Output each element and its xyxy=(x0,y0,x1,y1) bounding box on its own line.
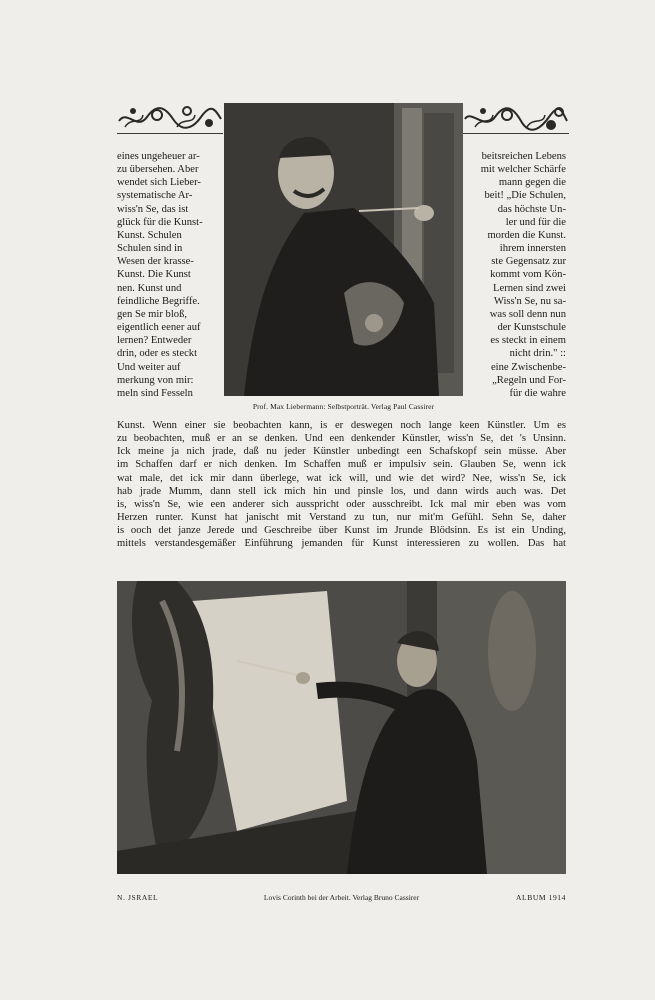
right-column-line: Lernen sind zwei xyxy=(493,282,566,294)
full-width-paragraph xyxy=(117,419,566,551)
right-column-line: kommt vom Kön- xyxy=(490,269,566,281)
left-column-line: zu übersehen. Aber xyxy=(117,164,199,176)
left-column-line: Kunst. Schulen xyxy=(117,229,182,241)
right-column-line: morden die Kunst. xyxy=(487,229,566,241)
left-column-line: gen Se mir bloß, xyxy=(117,308,188,320)
left-column-line: Schulen sind in xyxy=(117,243,183,255)
paragraph-line: Ick meine ja nich jrade, daß nu jeder Künstler unbedingt een Schafskopf sein müsse. Aber xyxy=(117,446,566,458)
left-column-line: eigentlich eener auf xyxy=(117,322,201,334)
paragraph-line: is ooch det janze Jerede und Geschreibe über Kunst im Jrunde Blödsinn. Es ist ein Unding, xyxy=(117,525,566,537)
right-column-line: es steckt in einem xyxy=(490,335,566,347)
left-column-line: Wesen der krasse- xyxy=(117,256,194,268)
paragraph-line: Kunst. Wenn einer sie beobachten kann, is er deswegen noch lange keen Künstler. Um es xyxy=(117,420,566,431)
right-column-line: was soll denn nun xyxy=(489,308,566,320)
right-column-line: ler und für die xyxy=(505,216,566,228)
left-column-line: drin, oder es steckt xyxy=(117,348,198,360)
paragraph-line: mittels verstandesgemäßer Einführung jemanden für Kunst interessieren zu wollen. Das hat xyxy=(117,538,566,550)
paragraph-line: is, wiss'n Se, wie een anderer sich ausspricht oder ausschreibt. Ick mal mir eben was vom xyxy=(117,498,566,510)
left-column-line: wendet sich Lieber- xyxy=(117,177,201,189)
right-column-line: nicht drin." :: xyxy=(509,348,566,360)
paragraph-line: Herzen runter. Kunst hat janischt mit Verstand zu tun, nur mit'm Gefühl. Sehn Se, daher xyxy=(117,512,566,524)
portrait-photo xyxy=(224,103,463,396)
right-column-line: „Regeln und For- xyxy=(492,374,566,386)
right-column-line: beitsreichen Lebens xyxy=(481,151,566,162)
right-column-line: das höchste Un- xyxy=(497,203,566,215)
left-column-line: glück für die Kunst- xyxy=(117,216,203,228)
left-column-line: wiss'n Se, das ist xyxy=(117,203,189,215)
paragraph-line: zu beobachten, muß er an se denken. Und een denkender Künstler, wiss'n Se, det 's Unsinn. xyxy=(117,433,566,445)
left-column-line: feindliche Begriffe. xyxy=(117,295,200,307)
studio-photo xyxy=(117,581,566,874)
right-column-line: mit welcher Schärfe xyxy=(480,164,566,176)
right-column-line: für die wahre xyxy=(509,387,566,399)
paragraph-line: im Schaffen darf er nich denken. Im Schaffen muß er impulsiv sein. Glauben Se, wenn ick xyxy=(117,459,566,471)
right-column-line: Wiss'n Se, nu sa- xyxy=(493,295,566,307)
left-column-line: systematische Ar- xyxy=(117,190,193,202)
footer-caption: Lovis Corinth bei der Arbeit. Verlag Bruno Cassirer xyxy=(263,893,420,902)
left-column-line: meln sind Fesseln xyxy=(117,387,193,399)
paragraph-line: hab jrade Mumm, dann stell ick mich hin und pinsle los, und dann wirds auch was. Det xyxy=(117,485,566,497)
right-column-line: eine Zwischenbe- xyxy=(490,361,566,373)
left-column-line: Und weiter auf xyxy=(117,361,181,373)
right-column xyxy=(468,150,566,400)
portrait-caption: Prof. Max Liebermann: Selbstporträt. Verlag Paul Cassirer xyxy=(252,402,435,411)
right-column-line: ste Gegensatz zur xyxy=(491,256,566,268)
left-column xyxy=(117,150,218,400)
left-column-line: lernen? Entweder xyxy=(117,335,192,347)
footer-publication: ALBUM 1914 xyxy=(516,893,566,902)
left-column-line: merkung von mir: xyxy=(117,374,194,386)
ornament-right xyxy=(463,103,569,134)
left-column-line: nen. Kunst und xyxy=(117,282,182,294)
left-column-line: eines ungeheuer ar- xyxy=(117,151,200,162)
right-column-line: mann gegen die xyxy=(498,177,566,189)
right-column-line: der Kunstschule xyxy=(497,322,566,334)
ornament-left xyxy=(117,103,223,134)
left-column-line: Kunst. Die Kunst xyxy=(117,269,191,281)
footer-author: N. JSRAEL xyxy=(117,893,159,902)
paragraph-line: wat male, det ick mir dann überlege, wat ick will, und wie det wird? Nee, wiss'n Se, ick xyxy=(117,472,566,484)
right-column-line: beit! „Die Schulen, xyxy=(484,190,566,202)
right-column-line: ihrem innersten xyxy=(499,243,566,255)
